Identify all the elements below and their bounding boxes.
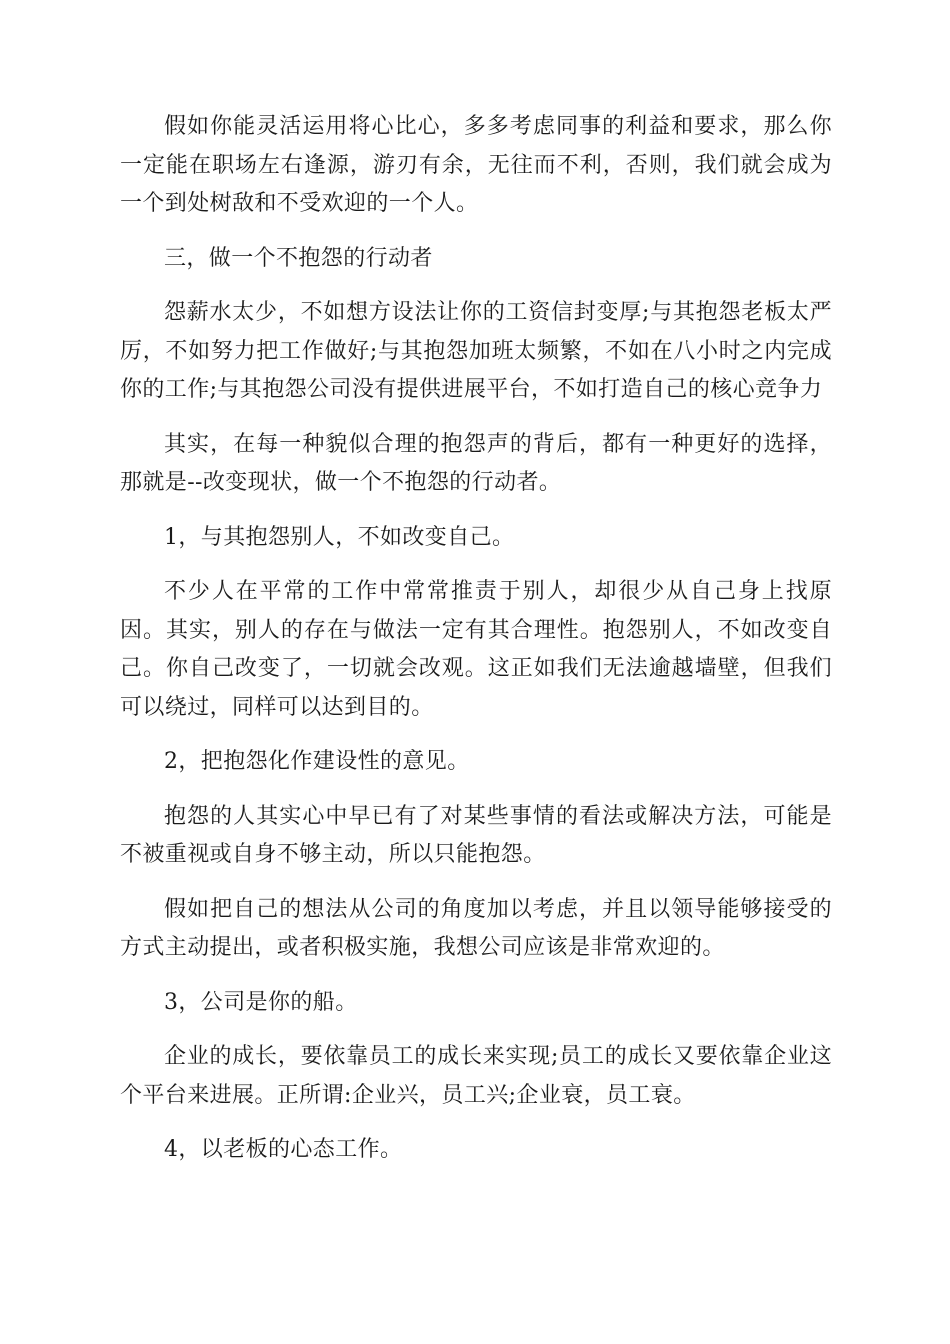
paragraph-company-perspective: 假如把自己的想法从公司的角度加以考虑，并且以领导能够接受的方式主动提出，或者积极实施，我想公司应该是非常欢迎的。	[120, 896, 832, 960]
paragraph-enterprise-growth: 企业的成长，要依靠员工的成长来实现;员工的成长又要依靠企业这个平台来进展。正所谓:企业兴，员工兴;企业衰，员工衰。	[120, 1044, 832, 1108]
subheading-constructive-advice: 2，把抱怨化作建设性的意见。	[164, 749, 470, 774]
subheading-company-is-your-ship: 3，公司是你的船。	[164, 989, 358, 1015]
section-heading-three: 三，做一个不抱怨的行动者	[164, 245, 433, 271]
paragraph-better-choice: 其实，在每一种貌似合理的抱怨声的背后，都有一种更好的选择，那就是--改变现状，做一个不抱怨的行动者。	[120, 431, 832, 495]
paragraph-change-yourself: 不少人在平常的工作中常常推责于别人，却很少从自己身上找原因。其实，别人的存在与做法一定有其合理性。抱怨别人，不如改变自己。你自己改变了，一切就会改观。这正如我们无法逾越墙壁，但我们可以绕过，同样可以达到目的。	[120, 579, 832, 720]
document-body	[120, 108, 832, 1186]
paragraph-empathy-conclusion: 假如你能灵活运用将心比心，多多考虑同事的利益和要求，那么你一定能在职场左右逢源，游刃有余，无往而不利，否则，我们就会成为一个到处树敌和不受欢迎的一个人。	[120, 114, 832, 216]
subheading-boss-mindset: 4，以老板的心态工作。	[164, 1137, 403, 1162]
paragraph-complainers-ideas: 抱怨的人其实心中早已有了对某些事情的看法或解决方法，可能是不被重视或自身不够主动，所以只能抱怨。	[120, 803, 832, 867]
paragraph-complaint-alternatives: 怨薪水太少，不如想方设法让你的工资信封变厚;与其抱怨老板太严厉，不如努力把工作做好;与其抱怨加班太频繁，不如在八小时之内完成你的工作;与其抱怨公司没有提供进展平台，不如打造自己的核心竞争力	[120, 300, 832, 402]
subheading-change-yourself: 1，与其抱怨别人，不如改变自己。	[164, 524, 515, 550]
